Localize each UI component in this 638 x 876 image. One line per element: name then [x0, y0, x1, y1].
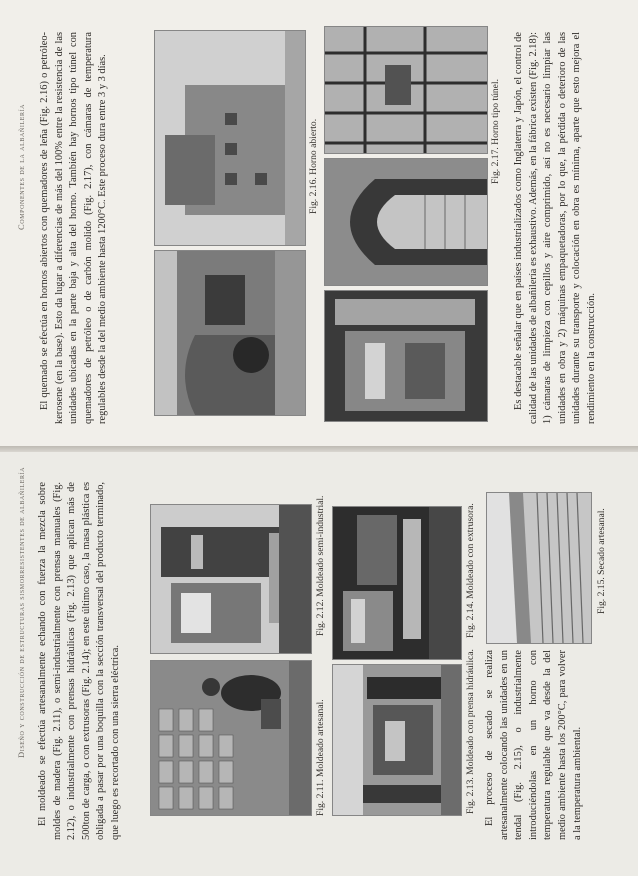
fig-2-16-photo-b	[154, 30, 306, 246]
fig-2-17-caption: Fig. 2.17. Horno tipo túnel.	[490, 79, 501, 184]
fig-2-11-photo	[150, 660, 312, 816]
left-page	[0, 446, 638, 876]
fig-2-14-photo	[332, 506, 462, 660]
control-calidad-paragraph: Es destacable señalar que en países industrializados como Inglaterra y Japón, el control de calidad de las unidades de albañilería es exhaustivo. Además, en la fábrica existen (Fig. 2.18): 1) cámaras de limpieza con cepillos y aire comprimido, así no es necesario limpiar las unidades en obra y 2) máquinas empaquetadoras, por lo que, la pérdida o deterioro de las unidades durante su transporte y colocación en obra es mínima, aparte que esto mejora el rendimiento en la construcción.	[513, 32, 597, 424]
fig-2-16-caption: Fig. 2.16. Horno abierto.	[308, 118, 319, 214]
fig-2-11-caption: Fig. 2.11. Moldeado artesanal.	[315, 699, 326, 816]
fig-2-17-photo-c	[324, 26, 488, 154]
fig-2-12-photo	[150, 504, 312, 654]
fig-2-13-caption: Fig. 2.13. Moldeado con prensa hidráulica.	[465, 649, 476, 814]
fig-2-12-caption: Fig. 2.12. Moldeado semi-industrial.	[315, 495, 326, 636]
fig-2-15-photo	[486, 492, 592, 644]
fig-2-14-caption: Fig. 2.14. Moldeado con extrusora.	[465, 503, 476, 638]
fig-2-15-caption: Fig. 2.15. Secado artesanal.	[596, 508, 607, 614]
fig-2-16-photo-a	[154, 250, 306, 416]
secado-paragraph: El proceso de secado se realiza artesanalmente colocando las unidades en un tendal (Fig. 2.15), o industrialmente introduciéndolas en un horno con temperatura regulable que va desde la del medio ambiente hasta los 200°C, para volver a la temperatura ambiental.	[484, 650, 583, 840]
moldeado-paragraph: El moldeado se efectúa artesanalmente echando con fuerza la mezcla sobre moldes de madera (Fig. 2.11), o semi-industrialmente con prensas manuales (Fig. 2.12), o industrialmente con prensas hidráulicas (Fig. 2.13) que aplican más de 500ton de carga, o con extrusoras (Fig. 2.14); en este último caso, la masa plástica es obligada a pasar por una boquilla con la sección transversal del producto terminado, que luego es recortado con una sierra eléctrica.	[37, 482, 121, 840]
fig-2-13-photo	[332, 664, 462, 816]
fig-2-17-photo-a	[324, 290, 488, 422]
quemado-paragraph: El quemado se efectúa en hornos abiertos con quemadores de leña (Fig. 2.16) o petróleo-kerosene (en la base). Esto da lugar a diferencias de más del 100% entre la resistencia de las unidades ubicadas en la parte baja y alta del horno. También hay hornos tipo túnel con quemadores de petróleo o de carbón molido (Fig. 2.17), con cámaras de temperatura regulables desde la del medio ambiente hasta 1200°C. Este proceso dura entre 3 y 3 días.	[39, 32, 109, 424]
fig-2-17-photo-b	[324, 158, 488, 286]
left-running-head: Diseño y construcción de estructuras sismorresistentes de albañilería	[16, 466, 26, 758]
right-running-head: Componentes de la albañilería	[16, 103, 26, 230]
